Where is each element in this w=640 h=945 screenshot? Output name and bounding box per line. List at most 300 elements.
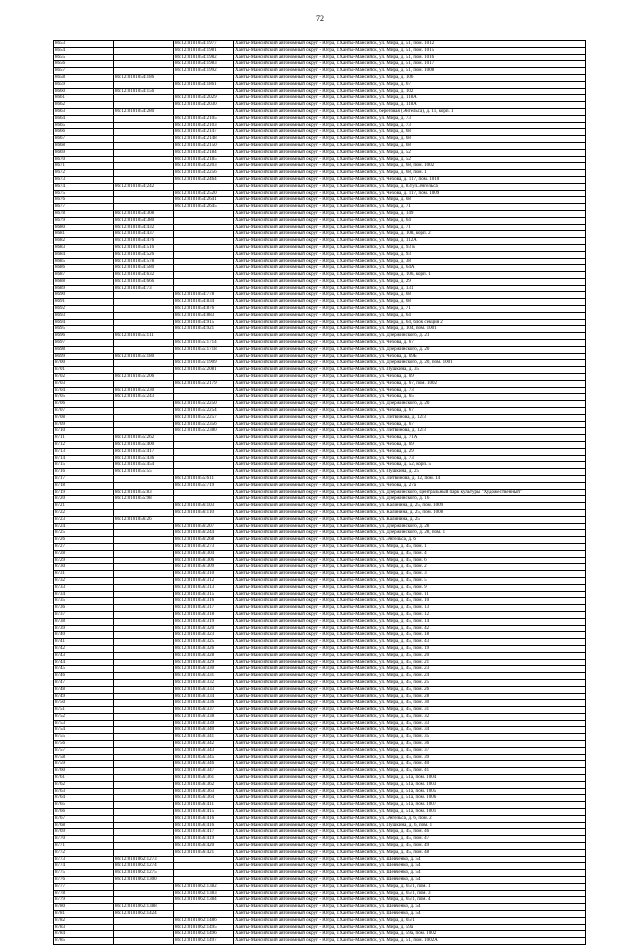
building-cadastral-number-cell: 86:12:0101055:2081 bbox=[174, 367, 234, 374]
table-row bbox=[54, 530, 586, 537]
row-number-cell: 8680 bbox=[54, 224, 114, 231]
building-cadastral-number-cell bbox=[174, 435, 234, 442]
land-cadastral-number-cell bbox=[114, 122, 174, 129]
building-cadastral-number-cell: 86:12:0101056:363 bbox=[174, 788, 234, 795]
land-cadastral-number-cell bbox=[114, 577, 174, 584]
address-cell: Ханты-Мансийский автономный округ - Югра, г.Ханты-Мансийск, ул. Чехова, д. 73 bbox=[234, 455, 586, 462]
land-cadastral-number-cell bbox=[114, 142, 174, 149]
building-cadastral-number-cell: 86:12:0101056:330 bbox=[174, 666, 234, 673]
table-row bbox=[54, 81, 586, 88]
land-cadastral-number-cell: 86:12:0101055:417 bbox=[114, 448, 174, 455]
address-cell: Ханты-Мансийский автономный округ - Югра, г.Ханты-Мансийск, ул. Мира, д. 45, пом. 47 bbox=[234, 836, 586, 843]
land-cadastral-number-cell bbox=[114, 326, 174, 333]
row-number-cell: 8732 bbox=[54, 577, 114, 584]
address-cell: Ханты-Мансийский автономный округ - Югра, г.Ханты-Мансийск, береговая (Энгельса), д. 11, корп. 1 bbox=[234, 108, 586, 115]
address-cell: Ханты-Мансийский автономный округ - Югра, г.Ханты-Мансийск, ул. Мира, д. 45, пом. 2 bbox=[234, 564, 586, 571]
row-number-cell: 8695 bbox=[54, 326, 114, 333]
table-row bbox=[54, 700, 586, 707]
land-cadastral-number-cell bbox=[114, 761, 174, 768]
land-cadastral-number-cell bbox=[114, 836, 174, 843]
table-row bbox=[54, 666, 586, 673]
row-number-cell: 8730 bbox=[54, 564, 114, 571]
building-cadastral-number-cell: 86:12:0101055:2254 bbox=[174, 408, 234, 415]
address-cell: Ханты-Мансийский автономный округ - Югра, г.Ханты-Мансийск, ул. Энгельса, д. 6, пом. 2 bbox=[234, 815, 586, 822]
land-cadastral-number-cell bbox=[114, 605, 174, 612]
table-row bbox=[54, 346, 586, 353]
land-cadastral-number-cell: 86:12:0101062:1273 bbox=[114, 856, 174, 863]
building-cadastral-number-cell: 86:12:0101056:317 bbox=[174, 605, 234, 612]
address-cell: Ханты-Мансийский автономный округ - Югра, г.Ханты-Мансийск, ул. Мира, д. 45, пом. 11 bbox=[234, 591, 586, 598]
building-cadastral-number-cell: 86:12:0101062:1383 bbox=[174, 890, 234, 897]
land-cadastral-number-cell bbox=[114, 306, 174, 313]
land-cadastral-number-cell bbox=[114, 693, 174, 700]
address-cell: Ханты-Мансийский автономный округ - Югра, г.Ханты-Мансийск, ул. Мира, д. 45, пом. 39 bbox=[234, 754, 586, 761]
row-number-cell: 8742 bbox=[54, 645, 114, 652]
row-number-cell: 8675 bbox=[54, 190, 114, 197]
building-cadastral-number-cell: 86:12:0101054:2256 bbox=[174, 170, 234, 177]
table-row bbox=[54, 489, 586, 496]
building-cadastral-number-cell: 86:12:0101056:273 bbox=[174, 543, 234, 550]
land-cadastral-number-cell bbox=[114, 312, 174, 319]
building-cadastral-number-cell bbox=[174, 265, 234, 272]
building-cadastral-number-cell: 86:12:0101054:834 bbox=[174, 299, 234, 306]
building-cadastral-number-cell bbox=[174, 74, 234, 81]
table-row bbox=[54, 496, 586, 503]
address-cell: Ханты-Мансийский автономный округ - Югра, г.Ханты-Мансийск, ул. Чехова, д. 52, корп. 5 bbox=[234, 462, 586, 469]
row-number-cell: 8686 bbox=[54, 265, 114, 272]
land-cadastral-number-cell bbox=[114, 408, 174, 415]
table-row bbox=[54, 890, 586, 897]
address-cell: Ханты-Мансийский автономный округ - Югра, г.Ханты-Мансийск, ул. Мира, д. 51, пом. 1012 bbox=[234, 41, 586, 48]
land-cadastral-number-cell bbox=[114, 822, 174, 829]
table-row bbox=[54, 550, 586, 557]
table-row bbox=[54, 204, 586, 211]
building-cadastral-number-cell: 86:12:0101054:1982 bbox=[174, 54, 234, 61]
row-number-cell: 8678 bbox=[54, 210, 114, 217]
building-cadastral-number-cell bbox=[174, 462, 234, 469]
table-row bbox=[54, 543, 586, 550]
row-number-cell: 8688 bbox=[54, 278, 114, 285]
address-cell: Ханты-Мансийский автономный округ - Югра, г.Ханты-Мансийск, ул. Мира, д. 51а, пом. 1004 bbox=[234, 775, 586, 782]
address-cell: Ханты-Мансийский автономный округ - Югра, г.Ханты-Мансийск, ул. Дзержинского, д. 28 bbox=[234, 523, 586, 530]
land-cadastral-number-cell bbox=[114, 401, 174, 408]
land-cadastral-number-cell: 86:12:0101055:180 bbox=[114, 353, 174, 360]
address-cell: Ханты-Мансийский автономный округ - Югра, г.Ханты-Мансийск, ул. Мира, д. 67 bbox=[234, 81, 586, 88]
row-number-cell: 8677 bbox=[54, 204, 114, 211]
building-cadastral-number-cell: 86:12:0101054:2641 bbox=[174, 197, 234, 204]
address-cell: Ханты-Мансийский автономный округ - Югра, г.Ханты-Мансийск, ул. Мира, д. 83/ул.Энгельса bbox=[234, 183, 586, 190]
address-cell: Ханты-Мансийский автономный округ - Югра, г.Ханты-Мансийск, ул. Мира, д. 64, блок секция 2 bbox=[234, 319, 586, 326]
row-number-cell: 8756 bbox=[54, 741, 114, 748]
row-number-cell: 8707 bbox=[54, 408, 114, 415]
table-row bbox=[54, 374, 586, 381]
land-cadastral-number-cell bbox=[114, 666, 174, 673]
building-cadastral-number-cell: 86:12:0101054:2147 bbox=[174, 129, 234, 136]
address-cell: Ханты-Мансийский автономный округ - Югра, г.Ханты-Мансийск, ул. Мира, д. 45, пом. 18 bbox=[234, 632, 586, 639]
land-cadastral-number-cell: 86:12:0101055:262 bbox=[114, 435, 174, 442]
land-cadastral-number-cell bbox=[114, 292, 174, 299]
land-cadastral-number-cell: 86:12:0101054:380 bbox=[114, 217, 174, 224]
building-cadastral-number-cell: 86:12:0101055:719 bbox=[174, 482, 234, 489]
address-cell: Ханты-Мансийский автономный округ - Югра, г.Ханты-Мансийск, ул. Шевченко, д. 54 bbox=[234, 856, 586, 863]
land-cadastral-number-cell bbox=[114, 163, 174, 170]
land-cadastral-number-cell bbox=[114, 41, 174, 48]
table-row bbox=[54, 924, 586, 931]
address-cell: Ханты-Мансийский автономный округ - Югра, г.Ханты-Мансийск, ул. Мира, д. 45, пом. 43 bbox=[234, 639, 586, 646]
table-row bbox=[54, 265, 586, 272]
land-cadastral-number-cell bbox=[114, 768, 174, 775]
building-cadastral-number-cell: 86:12:0101056:420 bbox=[174, 843, 234, 850]
land-cadastral-number-cell: 86:12:0101054:516 bbox=[114, 244, 174, 251]
building-cadastral-number-cell bbox=[174, 863, 234, 870]
address-cell: Ханты-Мансийский автономный округ - Югра, г.Ханты-Мансийск, ул. Дзержинского, д. 21 bbox=[234, 333, 586, 340]
row-number-cell: 8693 bbox=[54, 312, 114, 319]
row-number-cell: 8745 bbox=[54, 666, 114, 673]
land-cadastral-number-cell bbox=[114, 639, 174, 646]
building-cadastral-number-cell: 86:12:0101056:345 bbox=[174, 754, 234, 761]
building-cadastral-number-cell: 86:12:0101056:332 bbox=[174, 679, 234, 686]
address-cell: Ханты-Мансийский автономный округ - Югра, г.Ханты-Мансийск, ул. Чехова, д. 65 bbox=[234, 394, 586, 401]
address-cell: Ханты-Мансийский автономный округ - Югра, г.Ханты-Мансийск, ул. Мира, д. 68 bbox=[234, 299, 586, 306]
building-cadastral-number-cell bbox=[174, 394, 234, 401]
row-number-cell: 8739 bbox=[54, 625, 114, 632]
address-cell: Ханты-Мансийский автономный округ - Югра, г.Ханты-Мансийск, ул. Мира, д. 45, пом. 37 bbox=[234, 747, 586, 754]
building-cadastral-number-cell: 86:12:0101054:1861 bbox=[174, 81, 234, 88]
address-cell: Ханты-Мансийский автономный округ - Югра, г.Ханты-Мансийск, ул. Мира, д. 45, пом. 19 bbox=[234, 645, 586, 652]
address-cell: Ханты-Мансийский автономный округ - Югра, г.Ханты-Мансийск, ул. Дзержинского, Центральный парк культуры "Художественный" bbox=[234, 489, 586, 496]
address-cell: Ханты-Мансийский автономный округ - Югра, г.Ханты-Мансийск, ул. Мира, д. 106 bbox=[234, 74, 586, 81]
land-cadastral-number-cell: 86:12:0101055:83 bbox=[114, 489, 174, 496]
address-cell: Ханты-Мансийский автономный округ - Югра, г.Ханты-Мансийск, ул. Мира, д. 93 Б bbox=[234, 244, 586, 251]
row-number-cell: 8773 bbox=[54, 856, 114, 863]
table-row bbox=[54, 108, 586, 115]
row-number-cell: 8682 bbox=[54, 238, 114, 245]
address-cell: Ханты-Мансийский автономный округ - Югра, г.Ханты-Мансийск, ул. Мира, д. 45, пом. 35 bbox=[234, 734, 586, 741]
land-cadastral-number-cell bbox=[114, 428, 174, 435]
land-cadastral-number-cell: 86:12:0101054:186 bbox=[114, 74, 174, 81]
table-row bbox=[54, 679, 586, 686]
land-cadastral-number-cell: 86:12:0101062:1275 bbox=[114, 870, 174, 877]
address-cell: Ханты-Мансийский автономный округ - Югра, г.Ханты-Мансийск, ул. Мира, д. 68 bbox=[234, 129, 586, 136]
row-number-cell: 8706 bbox=[54, 401, 114, 408]
building-cadastral-number-cell: 86:12:0101056:336 bbox=[174, 700, 234, 707]
row-number-cell: 8723 bbox=[54, 516, 114, 523]
building-cadastral-number-cell: 86:12:0101056:411 bbox=[174, 802, 234, 809]
land-cadastral-number-cell bbox=[114, 54, 174, 61]
address-cell: Ханты-Мансийский автономный округ - Югра, г.Ханты-Мансийск, ул. Мира, д. 52 bbox=[234, 156, 586, 163]
row-number-cell: 8716 bbox=[54, 469, 114, 476]
building-cadastral-number-cell: 86:12:0101062:1495 bbox=[174, 924, 234, 931]
row-number-cell: 8761 bbox=[54, 775, 114, 782]
address-cell: Ханты-Мансийский автономный округ - Югра, г.Ханты-Мансийск, ул. Мира, д. 106, корп. 1 bbox=[234, 272, 586, 279]
row-number-cell: 8724 bbox=[54, 523, 114, 530]
building-cadastral-number-cell bbox=[174, 489, 234, 496]
land-cadastral-number-cell bbox=[114, 618, 174, 625]
table-row bbox=[54, 673, 586, 680]
building-cadastral-number-cell: 86:12:0101054:2029 bbox=[174, 95, 234, 102]
land-cadastral-number-cell bbox=[114, 924, 174, 931]
row-number-cell: 8719 bbox=[54, 489, 114, 496]
building-cadastral-number-cell bbox=[174, 210, 234, 217]
row-number-cell: 8718 bbox=[54, 482, 114, 489]
land-cadastral-number-cell bbox=[114, 414, 174, 421]
row-number-cell: 8673 bbox=[54, 176, 114, 183]
building-cadastral-number-cell: 86:12:0101056:325 bbox=[174, 639, 234, 646]
address-cell: Ханты-Мансийский автономный округ - Югра, г.Ханты-Мансийск, ул. Мира, д. 52 bbox=[234, 149, 586, 156]
address-cell: Ханты-Мансийский автономный округ - Югра, г.Ханты-Мансийск, ул. Чехова, д. 67 bbox=[234, 340, 586, 347]
row-number-cell: 8733 bbox=[54, 584, 114, 591]
table-row bbox=[54, 47, 586, 54]
row-number-cell: 8767 bbox=[54, 815, 114, 822]
land-cadastral-number-cell bbox=[114, 81, 174, 88]
address-cell: Ханты-Мансийский автономный округ - Югра, г.Ханты-Мансийск, ул. Мира, д. 149 bbox=[234, 210, 586, 217]
row-number-cell: 8740 bbox=[54, 632, 114, 639]
building-cadastral-number-cell: 86:12:0101054:1992 bbox=[174, 68, 234, 75]
table-row bbox=[54, 102, 586, 109]
address-cell: Ханты-Мансийский автономный округ - Югра, г.Ханты-Мансийск, ул. Литвинова, д. 12/3 bbox=[234, 428, 586, 435]
table-row bbox=[54, 938, 586, 945]
land-cadastral-number-cell bbox=[114, 564, 174, 571]
table-row bbox=[54, 115, 586, 122]
table-row bbox=[54, 224, 586, 231]
address-cell: Ханты-Мансийский автономный округ - Югра, г.Ханты-Мансийск, ул. Мира, д. 71 bbox=[234, 204, 586, 211]
table-row bbox=[54, 74, 586, 81]
table-row bbox=[54, 509, 586, 516]
row-number-cell: 8694 bbox=[54, 319, 114, 326]
table-row bbox=[54, 387, 586, 394]
address-cell: Ханты-Мансийский автономный округ - Югра, г.Ханты-Мансийск, ул. Мира, д. 68 bbox=[234, 292, 586, 299]
address-cell: Ханты-Мансийский автономный округ - Югра, г.Ханты-Мансийск, ул. Мира, д. 51а, пом. 1003 bbox=[234, 781, 586, 788]
address-cell: Ханты-Мансийский автономный округ - Югра, г.Ханты-Мансийск, ул. Мира, д. 68 bbox=[234, 142, 586, 149]
land-cadastral-number-cell bbox=[114, 557, 174, 564]
land-cadastral-number-cell bbox=[114, 176, 174, 183]
table-row bbox=[54, 537, 586, 544]
land-cadastral-number-cell: 86:12:0101054:280 bbox=[114, 108, 174, 115]
land-cadastral-number-cell bbox=[114, 781, 174, 788]
land-cadastral-number-cell bbox=[114, 190, 174, 197]
table-row bbox=[54, 577, 586, 584]
row-number-cell: 8676 bbox=[54, 197, 114, 204]
table-row bbox=[54, 448, 586, 455]
row-number-cell: 8728 bbox=[54, 550, 114, 557]
building-cadastral-number-cell: 86:12:0101054:778 bbox=[174, 292, 234, 299]
building-cadastral-number-cell: 86:12:0101055:2257 bbox=[174, 414, 234, 421]
row-number-cell: 8781 bbox=[54, 911, 114, 918]
address-cell: Ханты-Мансийский автономный округ - Югра, г.Ханты-Мансийск, ул. Мира, д. 45, пом. 5 bbox=[234, 577, 586, 584]
land-cadastral-number-cell bbox=[114, 482, 174, 489]
building-cadastral-number-cell: 86:12:0101055:611 bbox=[174, 476, 234, 483]
table-row bbox=[54, 462, 586, 469]
building-cadastral-number-cell bbox=[174, 496, 234, 503]
land-cadastral-number-cell bbox=[114, 652, 174, 659]
land-cadastral-number-cell: 86:12:0101055:206 bbox=[114, 374, 174, 381]
row-number-cell: 8738 bbox=[54, 618, 114, 625]
address-cell: Ханты-Мансийский автономный округ - Югра, г.Ханты-Мансийск, ул. Мира, д. 65/1, пом. 4 bbox=[234, 897, 586, 904]
land-cadastral-number-cell bbox=[114, 367, 174, 374]
table-row bbox=[54, 68, 586, 75]
table-row bbox=[54, 476, 586, 483]
address-cell: Ханты-Мансийский автономный округ - Югра, г.Ханты-Мансийск, ул. Мира, д. 45, пом. 26 bbox=[234, 686, 586, 693]
address-cell: Ханты-Мансийский автономный округ - Югра, г.Ханты-Мансийск, ул. Мира, д. 45, пом. 10 bbox=[234, 598, 586, 605]
table-row bbox=[54, 741, 586, 748]
address-cell: Ханты-Мансийский автономный округ - Югра, г.Ханты-Мансийск, ул. Мира, д. 71 bbox=[234, 306, 586, 313]
land-cadastral-number-cell: 86:12:0101062:1388 bbox=[114, 904, 174, 911]
land-cadastral-number-cell: 86:12:0101056:26 bbox=[114, 516, 174, 523]
building-cadastral-number-cell: 86:12:0101055:2356 bbox=[174, 421, 234, 428]
row-number-cell: 8699 bbox=[54, 353, 114, 360]
building-cadastral-number-cell bbox=[174, 911, 234, 918]
land-cadastral-number-cell: 86:12:0101055:243 bbox=[114, 394, 174, 401]
table-row bbox=[54, 883, 586, 890]
address-cell: Ханты-Мансийский автономный округ - Югра, г.Ханты-Мансийск, ул. Мира, д. 29 bbox=[234, 278, 586, 285]
building-cadastral-number-cell: 86:12:0101062:1486 bbox=[174, 917, 234, 924]
row-number-cell: 8771 bbox=[54, 843, 114, 850]
table-row bbox=[54, 877, 586, 884]
table-row bbox=[54, 761, 586, 768]
building-cadastral-number-cell: 86:12:0101056:309 bbox=[174, 564, 234, 571]
row-number-cell: 8668 bbox=[54, 142, 114, 149]
building-cadastral-number-cell: 86:12:0101056:333 bbox=[174, 686, 234, 693]
land-cadastral-number-cell bbox=[114, 843, 174, 850]
row-number-cell: 8710 bbox=[54, 428, 114, 435]
table-row bbox=[54, 503, 586, 510]
row-number-cell: 8766 bbox=[54, 809, 114, 816]
building-cadastral-number-cell: 86:12:0101056:207 bbox=[174, 523, 234, 530]
building-cadastral-number-cell bbox=[174, 285, 234, 292]
table-row bbox=[54, 469, 586, 476]
table-row bbox=[54, 754, 586, 761]
building-cadastral-number-cell bbox=[174, 251, 234, 258]
building-cadastral-number-cell bbox=[174, 516, 234, 523]
land-cadastral-number-cell bbox=[114, 95, 174, 102]
land-cadastral-number-cell bbox=[114, 115, 174, 122]
building-cadastral-number-cell: 86:12:0101056:337 bbox=[174, 707, 234, 714]
land-cadastral-number-cell bbox=[114, 537, 174, 544]
land-cadastral-number-cell bbox=[114, 809, 174, 816]
building-cadastral-number-cell: 86:12:0101062:1384 bbox=[174, 897, 234, 904]
table-row bbox=[54, 149, 586, 156]
row-number-cell: 8665 bbox=[54, 122, 114, 129]
building-cadastral-number-cell bbox=[174, 353, 234, 360]
land-cadastral-number-cell bbox=[114, 149, 174, 156]
table-row bbox=[54, 326, 586, 333]
land-cadastral-number-cell: 86:12:0101054:526 bbox=[114, 251, 174, 258]
table-row bbox=[54, 142, 586, 149]
table-row bbox=[54, 435, 586, 442]
row-number-cell: 8777 bbox=[54, 883, 114, 890]
table-row bbox=[54, 217, 586, 224]
building-cadastral-number-cell: 86:12:0101054:2464 bbox=[174, 176, 234, 183]
building-cadastral-number-cell bbox=[174, 856, 234, 863]
row-number-cell: 8753 bbox=[54, 720, 114, 727]
land-cadastral-number-cell bbox=[114, 68, 174, 75]
table-row bbox=[54, 605, 586, 612]
row-number-cell: 8755 bbox=[54, 734, 114, 741]
building-cadastral-number-cell: 86:12:0101056:318 bbox=[174, 611, 234, 618]
row-number-cell: 8743 bbox=[54, 652, 114, 659]
row-number-cell: 8656 bbox=[54, 61, 114, 68]
address-cell: Ханты-Мансийский автономный округ - Югра, г.Ханты-Мансийск, ул. Дзержинского, д. 28, пом. 1 bbox=[234, 530, 586, 537]
row-number-cell: 8749 bbox=[54, 693, 114, 700]
building-cadastral-number-cell: 86:12:0101054:2520 bbox=[174, 190, 234, 197]
address-cell: Ханты-Мансийский автономный округ - Югра, г.Ханты-Мансийск, ул. Мира, д. 65/1, пом. 1 bbox=[234, 883, 586, 890]
building-cadastral-number-cell: 86:12:0101056:313 bbox=[174, 584, 234, 591]
address-cell: Ханты-Мансийский автономный округ - Югра, г.Ханты-Мансийск, ул. Мира, д. 118А bbox=[234, 95, 586, 102]
table-row bbox=[54, 768, 586, 775]
land-cadastral-number-cell bbox=[114, 503, 174, 510]
building-cadastral-number-cell: 86:12:0101056:417 bbox=[174, 829, 234, 836]
address-cell: Ханты-Мансийский автономный округ - Югра, г.Ханты-Мансийск, ул. Мира, д. 65/1, пом. 3 bbox=[234, 890, 586, 897]
row-number-cell: 8654 bbox=[54, 47, 114, 54]
land-cadastral-number-cell bbox=[114, 795, 174, 802]
table-row bbox=[54, 88, 586, 95]
table-row bbox=[54, 367, 586, 374]
table-row bbox=[54, 380, 586, 387]
address-cell: Ханты-Мансийский автономный округ - Югра, г.Ханты-Мансийск, ул. Мира, д. 68, пом. 1 bbox=[234, 170, 586, 177]
row-number-cell: 8768 bbox=[54, 822, 114, 829]
address-cell: Ханты-Мансийский автономный округ - Югра, г.Ханты-Мансийск, ул. Чехова, д. 29 bbox=[234, 448, 586, 455]
row-number-cell: 8681 bbox=[54, 231, 114, 238]
address-cell: Ханты-Мансийский автономный округ - Югра, г.Ханты-Мансийск, ул. Мира, д. 51, пом. 1017 bbox=[234, 61, 586, 68]
land-cadastral-number-cell bbox=[114, 632, 174, 639]
address-cell: Ханты-Мансийский автономный округ - Югра, г.Ханты-Мансийск, ул. Мира, д. 45, пом. 49 bbox=[234, 843, 586, 850]
row-number-cell: 8748 bbox=[54, 686, 114, 693]
row-number-cell: 8765 bbox=[54, 802, 114, 809]
row-number-cell: 8764 bbox=[54, 795, 114, 802]
address-cell: Ханты-Мансийский автономный округ - Югра, г.Ханты-Мансийск, ул. Мира, д. 45, пом. 14 bbox=[234, 618, 586, 625]
building-cadastral-number-cell bbox=[174, 387, 234, 394]
address-cell: Ханты-Мансийский автономный округ - Югра, г.Ханты-Мансийск, ул. Мира, д. 45, пом. 1 bbox=[234, 543, 586, 550]
address-cell: Ханты-Мансийский автономный округ - Югра, г.Ханты-Мансийск, ул. Мира, д. 51, пом. 1002А bbox=[234, 938, 586, 945]
land-cadastral-number-cell bbox=[114, 707, 174, 714]
row-number-cell: 8772 bbox=[54, 849, 114, 856]
building-cadastral-number-cell: 86:12:0101056:315 bbox=[174, 591, 234, 598]
table-row bbox=[54, 258, 586, 265]
building-cadastral-number-cell: 86:12:0101056:306 bbox=[174, 557, 234, 564]
table-row bbox=[54, 455, 586, 462]
land-cadastral-number-cell bbox=[114, 571, 174, 578]
land-cadastral-number-cell bbox=[114, 700, 174, 707]
table-row bbox=[54, 523, 586, 530]
table-row bbox=[54, 292, 586, 299]
row-number-cell: 8672 bbox=[54, 170, 114, 177]
building-cadastral-number-cell: 86:12:0101054:2103 bbox=[174, 122, 234, 129]
table-row bbox=[54, 278, 586, 285]
row-number-cell: 8655 bbox=[54, 54, 114, 61]
building-cadastral-number-cell: 86:12:0101056:362 bbox=[174, 781, 234, 788]
address-cell: Ханты-Мансийский автономный округ - Югра, г.Ханты-Мансийск, ул. Чехова, д. 71А bbox=[234, 435, 586, 442]
table-row bbox=[54, 421, 586, 428]
building-cadastral-number-cell bbox=[174, 333, 234, 340]
address-cell: Ханты-Мансийский автономный округ - Югра, г.Ханты-Мансийск, ул. Мира, д. 118А bbox=[234, 102, 586, 109]
address-cell: Ханты-Мансийский автономный округ - Югра, г.Ханты-Мансийск, ул. Мира, д. 108, корп. 2 bbox=[234, 231, 586, 238]
building-cadastral-number-cell bbox=[174, 217, 234, 224]
row-number-cell: 8704 bbox=[54, 387, 114, 394]
building-cadastral-number-cell: 86:12:0101056:319 bbox=[174, 618, 234, 625]
building-cadastral-number-cell: 86:12:0101055:1714 bbox=[174, 340, 234, 347]
row-number-cell: 8709 bbox=[54, 421, 114, 428]
building-cadastral-number-cell: 86:12:0101054:2030 bbox=[174, 102, 234, 109]
table-row bbox=[54, 720, 586, 727]
address-cell: Ханты-Мансийский автономный округ - Югра, г.Ханты-Мансийск, ул. Мира, д. 45, пом. 30 bbox=[234, 700, 586, 707]
row-number-cell: 8752 bbox=[54, 713, 114, 720]
building-cadastral-number-cell: 86:12:0101056:364 bbox=[174, 795, 234, 802]
row-number-cell: 8779 bbox=[54, 897, 114, 904]
row-number-cell: 8683 bbox=[54, 244, 114, 251]
row-number-cell: 8660 bbox=[54, 88, 114, 95]
table-row bbox=[54, 340, 586, 347]
land-cadastral-number-cell bbox=[114, 754, 174, 761]
